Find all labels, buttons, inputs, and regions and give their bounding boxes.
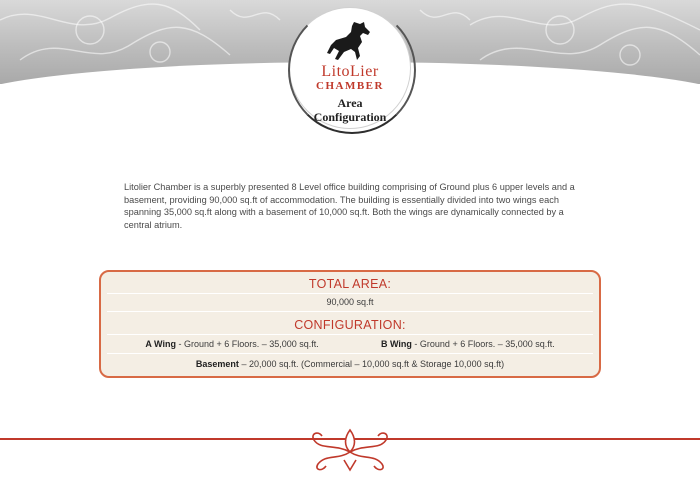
intro-paragraph: Litolier Chamber is a superbly presented 8 Level office building comprising of Ground plus 6 upper levels and a basement, providing 90,000 sq.ft of accommodation. The building is essentially divided into two wings each spanning 35,000 sq.ft along with a basement of 10,000 sq.ft. Both the wings are dynamically connected by a central atrium. [124,182,575,230]
brand-logo [290,64,410,92]
brand-subtitle: CHAMBER [316,80,384,92]
a-wing-detail [115,335,348,353]
basement-label: Basement [195,359,239,369]
wings-row [107,335,593,354]
basement-text: – 20,000 sq.ft. (Commercial – 10,000 sq.ft & Storage 10,000 sq.ft) [238,359,505,369]
footer-ornament-icon [300,424,400,474]
a-wing-text: - Ground + 6 Floors. – 35,000 sq.ft. [175,339,319,349]
horse-logo-icon [324,20,376,62]
configuration-heading: CONFIGURATION: [107,316,593,335]
total-area-heading: TOTAL AREA: [107,275,593,294]
b-wing-label: B Wing [381,339,412,349]
page-title [290,96,410,124]
page-title-line2: Configuration [313,110,387,124]
brand-name: LitoLier [321,63,379,80]
area-panel [99,270,601,378]
basement-row [107,355,593,373]
b-wing-detail [351,335,584,353]
page-title-line1: Area [337,96,363,110]
total-area-value: 90,000 sq.ft [107,293,593,312]
a-wing-label: A Wing [145,339,176,349]
b-wing-text: - Ground + 6 Floors. – 35,000 sq.ft. [411,339,555,349]
